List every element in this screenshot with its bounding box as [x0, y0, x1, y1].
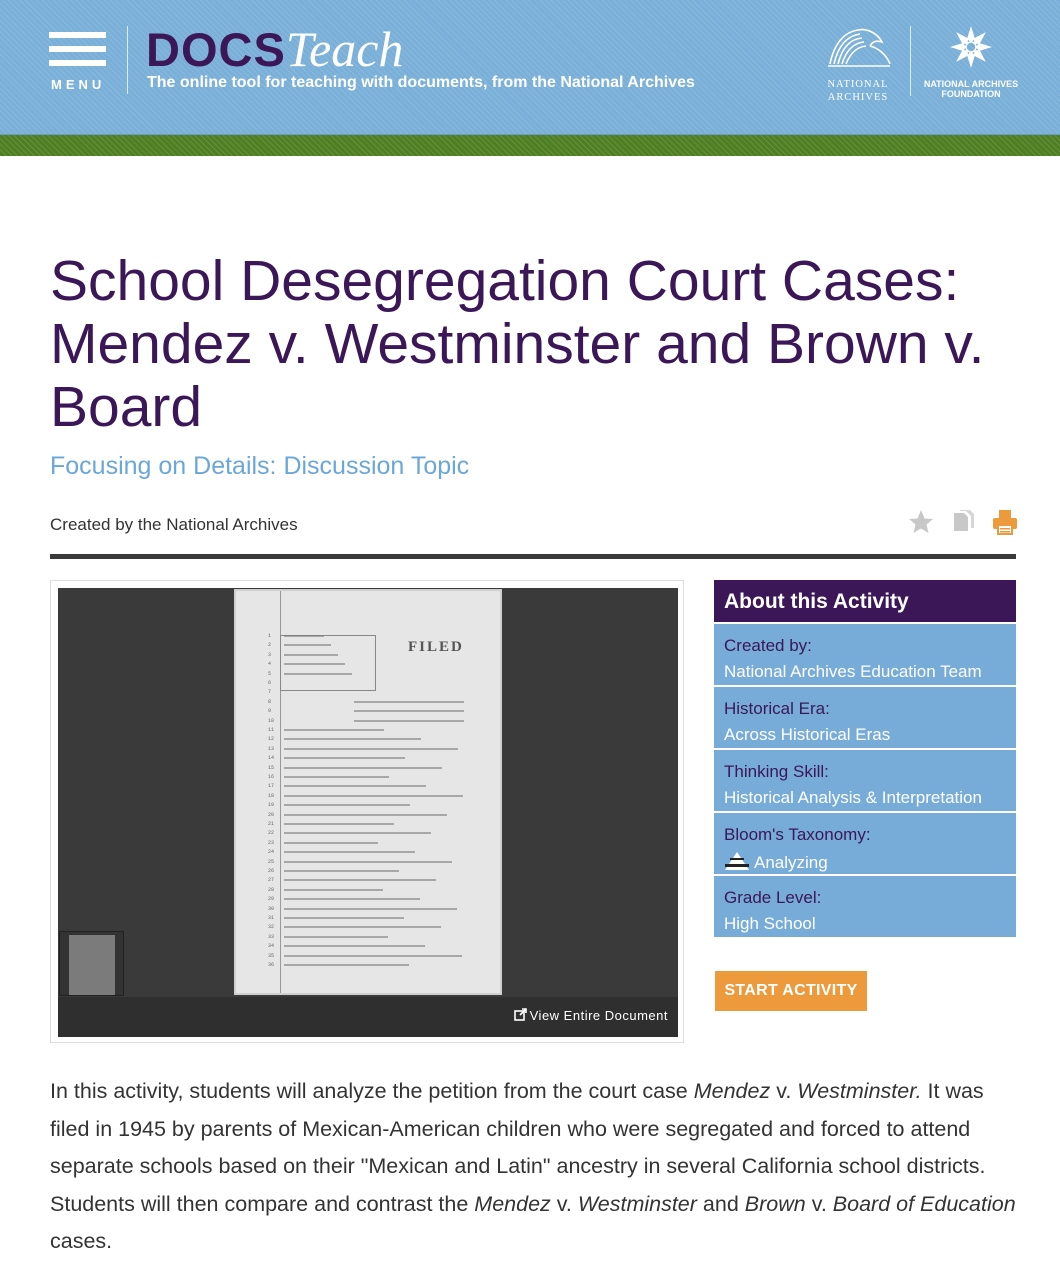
about-row-historical-era [714, 687, 1016, 750]
copy-icon [948, 507, 978, 537]
naf-logo-line1: NATIONAL ARCHIVES [923, 79, 1019, 89]
line-number: 6 [268, 680, 272, 686]
text-line [284, 861, 452, 863]
favorite-button[interactable] [906, 507, 936, 537]
text-line [354, 701, 464, 703]
about-label: Grade Level: [724, 888, 822, 907]
viewer-toolbar [58, 997, 678, 1037]
text-line [284, 955, 462, 957]
line-number: 13 [268, 745, 275, 752]
document-thumbnail[interactable] [59, 931, 124, 996]
line-number: 16 [268, 774, 275, 780]
text-line [284, 823, 394, 825]
menu-button[interactable] [49, 32, 107, 92]
line-number: 26 [268, 868, 275, 874]
text-line [284, 644, 331, 646]
copy-button[interactable] [948, 507, 978, 537]
text-line [284, 936, 388, 938]
case-name: Brown [744, 1191, 806, 1216]
line-number: 8 [268, 698, 272, 705]
desc-text: In this activity, students will analyze the petition from the court case [50, 1079, 694, 1103]
text-line [284, 776, 389, 778]
viewer-stage [58, 588, 678, 1037]
about-label: Thinking Skill: [724, 762, 829, 781]
line-number: 18 [268, 792, 275, 799]
line-number: 28 [268, 886, 275, 893]
desc-text: and [696, 1191, 745, 1216]
line-number: 11 [268, 727, 275, 733]
line-number: 3 [268, 651, 272, 658]
document-viewer [50, 580, 684, 1043]
text-line [284, 879, 436, 881]
line-number: 23 [268, 839, 275, 846]
line-number: 36 [268, 962, 275, 968]
title-divider [50, 554, 1016, 559]
text-line [284, 917, 404, 919]
text-line [284, 814, 447, 816]
text-line [284, 945, 425, 947]
line-number: 31 [268, 915, 275, 921]
line-number: 7 [268, 689, 272, 696]
line-number: 12 [268, 736, 275, 743]
about-value: Across Historical Eras [724, 725, 891, 744]
about-value: Historical Analysis & Interpretation [724, 788, 982, 807]
about-row-created-by [714, 624, 1016, 687]
text-line [284, 738, 421, 740]
line-number: 5 [268, 670, 272, 677]
line-number: 17 [268, 783, 275, 790]
desc-text: cases. [50, 1229, 113, 1253]
text-line [354, 720, 464, 722]
text-line [284, 663, 345, 665]
header-divider-2 [910, 26, 911, 96]
created-by-text: Created by the National Archives [50, 515, 298, 534]
line-number: 32 [268, 924, 275, 931]
text-line [284, 870, 399, 872]
about-label: Historical Era: [724, 699, 830, 718]
docsteach-logo[interactable] [146, 20, 404, 77]
text-line [284, 654, 338, 656]
line-number: 1 [268, 633, 272, 639]
case-name: Westminster. [797, 1079, 922, 1103]
desc-text: v. [770, 1079, 798, 1103]
case-name: Mendez [474, 1191, 551, 1216]
view-entire-document-link[interactable] [514, 1008, 668, 1023]
text-line [284, 673, 352, 675]
site-header [0, 0, 1060, 135]
text-line [284, 851, 415, 853]
text-line [284, 842, 378, 844]
view-entire-label: View Entire Document [529, 1008, 668, 1023]
about-label: Bloom's Taxonomy: [724, 825, 871, 844]
text-line [284, 748, 458, 750]
about-row-blooms-taxonomy [714, 813, 1016, 876]
document-image[interactable] [234, 589, 502, 995]
line-number: 35 [268, 952, 275, 959]
page-title: School Desegregation Court Cases: Mendez v. Westminster and Brown v. Board [50, 249, 985, 439]
text-line [284, 757, 405, 759]
logo-teach-text: Teach [285, 21, 404, 77]
line-number: 20 [268, 811, 275, 818]
menu-label: MENU [51, 77, 106, 92]
about-value: National Archives Education Team [724, 662, 982, 681]
text-line [354, 710, 464, 712]
start-activity-button[interactable]: START ACTIVITY [715, 971, 867, 1011]
external-link-icon [514, 1008, 527, 1021]
line-number: 19 [268, 802, 275, 809]
activity-subtitle: Focusing on Details: Discussion Topic [50, 452, 470, 480]
print-icon [990, 507, 1020, 537]
line-number: 10 [268, 717, 275, 724]
activity-description [50, 1073, 1020, 1261]
about-activity-panel [714, 580, 1016, 939]
text-line [284, 889, 383, 891]
line-number: 22 [268, 830, 275, 837]
header-divider [127, 26, 128, 94]
line-number: 2 [268, 642, 272, 649]
line-number: 29 [268, 896, 275, 903]
text-line [284, 767, 442, 769]
text-line [284, 898, 420, 900]
case-name: Board of Education [832, 1191, 1016, 1216]
desc-text: v. [805, 1191, 833, 1216]
activity-actions [906, 507, 1020, 539]
text-line [284, 908, 457, 910]
about-value: Analyzing [754, 853, 828, 872]
line-number: 30 [268, 905, 275, 912]
line-number: 33 [268, 933, 275, 940]
about-label: Created by: [724, 636, 812, 655]
text-line [284, 926, 441, 928]
document-filed-stamp: FILED [408, 639, 464, 655]
site-tagline: The online tool for teaching with documents, from the National Archives [147, 74, 695, 91]
desc-text: It was filed in 1945 by parents of Mexican-American children who were segregated and forced to attend separate schools based on their "Mexican and Latin" ancestry in several California school districts. Students will then compare and contrast the [50, 1079, 986, 1216]
case-name: Westminster [577, 1191, 697, 1216]
about-row-grade-level [714, 876, 1016, 939]
favorite-star-icon [906, 507, 936, 537]
line-number: 21 [268, 821, 275, 827]
pyramid-icon [724, 851, 750, 871]
na-logo-line1: NATIONAL [827, 79, 889, 90]
header-accent-bar [0, 135, 1060, 156]
line-number: 27 [268, 877, 275, 884]
foundation-star-icon [946, 24, 996, 70]
national-archives-eagle-icon [820, 24, 896, 72]
text-line [284, 804, 410, 806]
national-archives-logo[interactable] [820, 24, 896, 103]
na-logo-line2: ARCHIVES [827, 92, 889, 103]
about-value-with-icon [724, 851, 1006, 873]
naf-logo-line2: FOUNDATION [941, 89, 1001, 99]
national-archives-foundation-logo[interactable] [922, 24, 1020, 98]
text-line [284, 635, 324, 637]
line-number: 25 [268, 858, 275, 865]
line-number: 15 [268, 764, 275, 771]
line-number: 24 [268, 849, 275, 856]
text-line [284, 795, 463, 797]
line-number: 34 [268, 943, 275, 950]
line-number: 14 [268, 755, 275, 762]
logo-docs-text: DOCS [146, 23, 286, 76]
about-row-thinking-skill [714, 750, 1016, 813]
line-number: 4 [268, 661, 272, 668]
text-line [284, 964, 409, 966]
text-line [284, 729, 384, 731]
text-line [284, 832, 431, 834]
print-button[interactable] [990, 507, 1020, 537]
about-heading: About this Activity [714, 580, 1016, 624]
line-number: 9 [268, 708, 272, 715]
desc-text: v. [550, 1191, 578, 1216]
case-name: Mendez [693, 1079, 771, 1103]
about-value: High School [724, 914, 816, 933]
text-line [284, 785, 426, 787]
